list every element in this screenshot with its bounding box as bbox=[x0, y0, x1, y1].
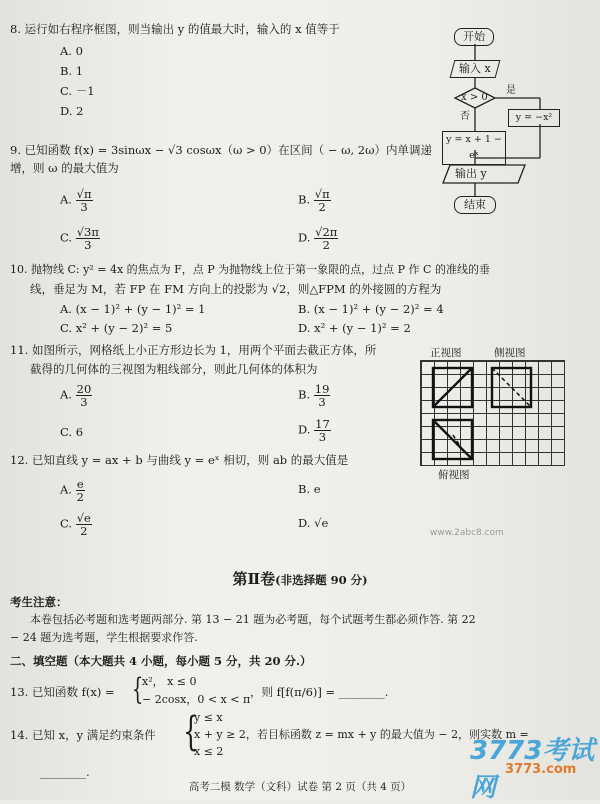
flowchart-branch-yes: y = −x² bbox=[508, 109, 560, 127]
q11-b-denominator: 3 bbox=[318, 395, 326, 409]
page-footer: 高考二模 数学（文科）试卷 第 2 页（共 4 页） bbox=[188, 781, 412, 793]
q11-option-b-fraction bbox=[314, 383, 331, 408]
q14-constraint2: x + y ≥ 2，若目标函数 z = mx + y 的最大值为 − 2，则实数 m = bbox=[194, 728, 529, 741]
q9-c-denominator: 3 bbox=[84, 238, 92, 252]
q9-option-c-label: C. bbox=[60, 230, 73, 245]
front-view-label: 正视图 bbox=[430, 347, 462, 359]
q8-option-a: A. 0 bbox=[60, 44, 83, 58]
q11-option-d bbox=[298, 418, 331, 443]
flowchart-end: 结束 bbox=[454, 196, 496, 214]
q11-a-denominator: 3 bbox=[80, 395, 88, 409]
q9-option-c-fraction bbox=[76, 226, 100, 251]
section-title-main: 第Ⅱ卷 bbox=[232, 570, 276, 588]
section-title bbox=[0, 568, 600, 589]
q13-suffix: ，则 f[f(π/6)] = ________. bbox=[250, 685, 389, 699]
q11-option-a-fraction bbox=[76, 383, 93, 408]
q11-stem-line1: 11. 如图所示，网格纸上小正方形边长为 1，用两个平面去截正方体，所 bbox=[10, 343, 377, 357]
q11-stem-line2: 截得的几何体的三视图为粗线部分，则此几何体的体积为 bbox=[30, 362, 318, 376]
q10-stem-line1: 10. 抛物线 C: y² = 4x 的焦点为 F，点 P 为抛物线上位于第一象限的点，过点 P 作 C 的准线的垂 bbox=[10, 263, 490, 276]
q13-case2: − 2cosx，0 < x < π bbox=[142, 693, 251, 706]
q11-option-a-label: A. bbox=[60, 387, 72, 402]
q9-option-a-fraction bbox=[76, 188, 93, 213]
q11-option-a bbox=[60, 383, 92, 408]
q12-option-a-fraction bbox=[76, 478, 85, 503]
q9-option-a bbox=[60, 188, 93, 213]
q12-a-denominator: 2 bbox=[76, 490, 84, 504]
q9-d-numerator: √2π bbox=[315, 225, 338, 239]
watermark-site: 3773.com bbox=[505, 762, 577, 777]
q12-option-b: B. e bbox=[298, 482, 321, 496]
q12-stem: 12. 已知直线 y = ax + b 与曲线 y = eˣ 相切，则 ab 的最大值是 bbox=[10, 453, 349, 467]
side-view-label: 侧视图 bbox=[494, 347, 526, 359]
q14-constraint1: y ≤ x bbox=[194, 711, 223, 724]
flowchart-yes-label: 是 bbox=[506, 85, 516, 96]
notice-line2: − 24 题为选考题，学生根据要求作答. bbox=[10, 631, 198, 644]
q10-option-b: B. (x − 1)² + (y − 2)² = 4 bbox=[298, 302, 444, 316]
q11-d-denominator: 3 bbox=[318, 430, 327, 444]
q13-brace: { bbox=[131, 672, 144, 707]
q12-option-a bbox=[60, 478, 85, 503]
q11-option-b-label: B. bbox=[298, 387, 311, 402]
q12-c-numerator: √e bbox=[76, 511, 91, 525]
q9-option-b-fraction bbox=[314, 188, 331, 213]
flowchart-no-label: 否 bbox=[460, 111, 470, 122]
q12-c-denominator: 2 bbox=[80, 524, 88, 538]
flowchart-condition: x > 0 bbox=[461, 92, 488, 103]
q12-option-d: D. √e bbox=[298, 516, 329, 530]
q11-option-c: C. 6 bbox=[60, 425, 84, 439]
q12-option-a-label: A. bbox=[60, 482, 72, 497]
q14-brace: { bbox=[183, 709, 199, 755]
q11-a-numerator: 20 bbox=[76, 382, 92, 396]
q11-option-d-label: D. bbox=[298, 422, 311, 437]
flowchart-branch-no: y = x + 1 − eˣ bbox=[442, 131, 506, 165]
q9-stem-line2: 增，则 ω 的最大值为 bbox=[10, 161, 119, 175]
section-title-sub: (非选择题 90 分) bbox=[275, 573, 368, 587]
top-view-label: 俯视图 bbox=[438, 469, 470, 481]
q9-d-denominator: 2 bbox=[322, 238, 330, 252]
q11-option-b bbox=[298, 383, 330, 408]
q9-option-b-label: B. bbox=[298, 192, 311, 207]
flowchart-input bbox=[450, 60, 501, 78]
flowchart-start: 开始 bbox=[454, 28, 494, 46]
notice-heading: 考生注意： bbox=[10, 595, 68, 609]
q8-option-d: D. 2 bbox=[60, 104, 84, 118]
flowchart-output: 输出 y bbox=[455, 167, 487, 180]
q9-option-c bbox=[60, 226, 100, 251]
q8-option-c: C. －1 bbox=[60, 84, 95, 98]
q9-c-numerator: √3π bbox=[76, 225, 99, 239]
q10-option-d: D. x² + (y − 1)² = 2 bbox=[298, 321, 411, 335]
q11-b-numerator: 19 bbox=[314, 382, 330, 396]
q12-option-c-fraction bbox=[76, 512, 92, 537]
q9-option-d-label: D. bbox=[298, 230, 311, 245]
q9-b-numerator: √π bbox=[314, 187, 330, 201]
q9-option-a-label: A. bbox=[60, 192, 72, 207]
q13-prefix: 13. 已知函数 f(x) = bbox=[10, 685, 115, 699]
q14-prefix: 14. 已知 x，y 满足约束条件 bbox=[10, 728, 156, 742]
q12-option-c bbox=[60, 512, 92, 537]
q12-option-c-label: C. bbox=[60, 516, 73, 531]
q9-b-denominator: 2 bbox=[318, 200, 326, 214]
q11-d-numerator: 17 bbox=[315, 417, 330, 431]
q14-answer-blank: ________. bbox=[40, 765, 90, 779]
q13-case1: x²， x ≤ 0 bbox=[142, 675, 197, 688]
q8-stem: 8. 运行如右程序框图，则当输出 y 的值最大时，输入的 x 值等于 bbox=[10, 22, 340, 36]
q9-option-d bbox=[298, 226, 338, 251]
q9-a-denominator: 3 bbox=[80, 200, 88, 214]
flowchart-input-label: 输入 x bbox=[459, 62, 491, 75]
q8-option-b: B. 1 bbox=[60, 64, 84, 78]
part2-heading: 二、填空题（本大题共 4 小题，每小题 5 分，共 20 分.） bbox=[10, 654, 312, 668]
q10-stem-line2: 线，垂足为 M，若 FP 在 FM 方向上的投影为 √2，则△FPM 的外接圆的方程为 bbox=[30, 282, 442, 296]
watermark-small-url: www.2abc8.com bbox=[430, 528, 504, 538]
q14-constraint3: x ≤ 2 bbox=[194, 745, 224, 758]
q9-option-d-fraction bbox=[314, 226, 338, 251]
watermark-brand: 3773考试网 bbox=[470, 736, 595, 803]
q10-option-c: C. x² + (y − 2)² = 5 bbox=[60, 321, 173, 335]
q9-stem-line1: 9. 已知函数 f(x) = 3sinωx − √3 cosωx（ω > 0）在区间（ − ω, 2ω）内单调递 bbox=[10, 143, 432, 157]
three-view-bold-lines bbox=[420, 360, 563, 464]
q10-option-a: A. (x − 1)² + (y − 1)² = 1 bbox=[60, 302, 206, 316]
notice-line1: 本卷包括必考题和选考题两部分. 第 13 − 21 题为必考题，每个试题考生都必须作答. 第 22 bbox=[30, 613, 476, 626]
q9-a-numerator: √π bbox=[76, 187, 92, 201]
q11-option-d-fraction bbox=[314, 418, 331, 443]
q12-a-numerator: e bbox=[76, 477, 84, 491]
q9-option-b bbox=[298, 188, 331, 213]
